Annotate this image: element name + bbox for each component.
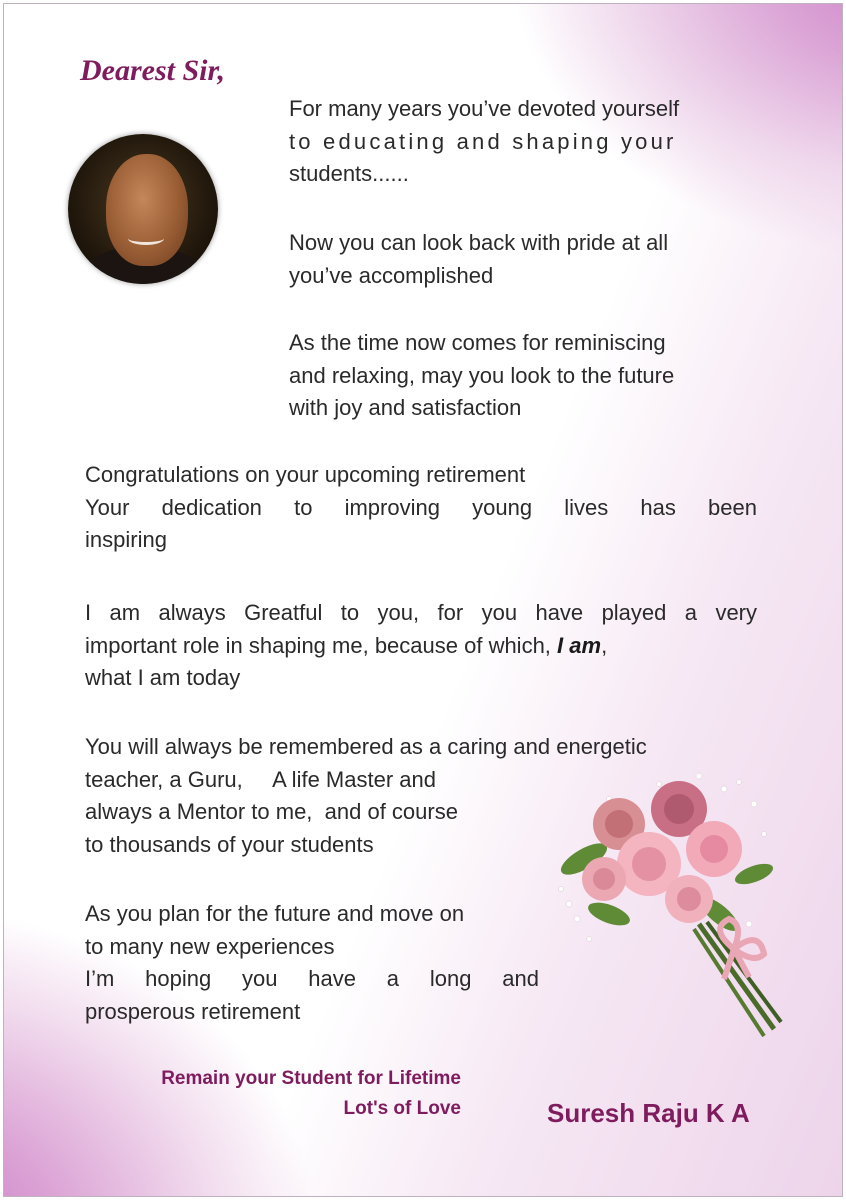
plan-line-1: As you plan for the future and move on (85, 901, 465, 926)
grateful-paragraph (85, 597, 757, 695)
remembered-line-1: You will always be remembered as a caring and energetic (85, 734, 647, 759)
remembered-line-3: always a Mentor to me, and of course (85, 799, 458, 824)
grateful-line-3: what I am today (85, 665, 241, 690)
plan-line-4: prosperous retirement (85, 998, 301, 1024)
intro-paragraph (289, 93, 757, 191)
grateful-emphasis: I am (557, 632, 602, 658)
intro-line-2: to educating and shaping your (289, 128, 677, 154)
congrats-line-2: Your dedication to improving young lives has been (85, 494, 757, 520)
remembered-line-4: to thousands of your students (85, 831, 374, 857)
pride-paragraph (289, 227, 757, 292)
plan-line-2: to many new experiences (85, 933, 335, 959)
teacher-photo (68, 134, 218, 284)
future-line-2: and relaxing, may you look to the future (289, 362, 675, 388)
congrats-line-1: Congratulations on your upcoming retirement (85, 462, 526, 487)
closing-line-2: Lot's of Love (343, 1098, 461, 1119)
future-paragraph (289, 327, 757, 425)
photo-smile (128, 232, 164, 245)
pride-line-1: Now you can look back with pride at all (289, 230, 669, 255)
grateful-line-2 (85, 630, 757, 663)
retirement-card (3, 3, 843, 1197)
congrats-line-3: inspiring (85, 527, 167, 552)
congrats-paragraph (85, 459, 757, 557)
rose-bouquet-image (549, 764, 799, 1044)
grateful-line-2-start: important role in shaping me, because of which, (85, 632, 558, 658)
pride-line-2: you’ve accomplished (289, 262, 494, 288)
intro-line-3: students...... (289, 161, 409, 186)
plan-paragraph (85, 898, 539, 1028)
greeting: Dearest Sir, (80, 54, 226, 87)
photo-face (106, 154, 188, 266)
intro-line-1: For many years you’ve devoted yourself (289, 96, 680, 121)
grateful-line-1: I am always Greatful to you, for you have played a very (85, 600, 757, 625)
signature: Suresh Raju K A (547, 1098, 750, 1128)
future-line-1: As the time now comes for reminiscing (289, 330, 666, 355)
grateful-line-2-end: , (601, 632, 608, 658)
closing-line-1: Remain your Student for Lifetime (161, 1068, 461, 1089)
future-line-3: with joy and satisfaction (289, 395, 522, 420)
plan-line-3: I’m hoping you have a long and (85, 966, 539, 991)
remembered-line-2: teacher, a Guru, A life Master and (85, 766, 436, 792)
